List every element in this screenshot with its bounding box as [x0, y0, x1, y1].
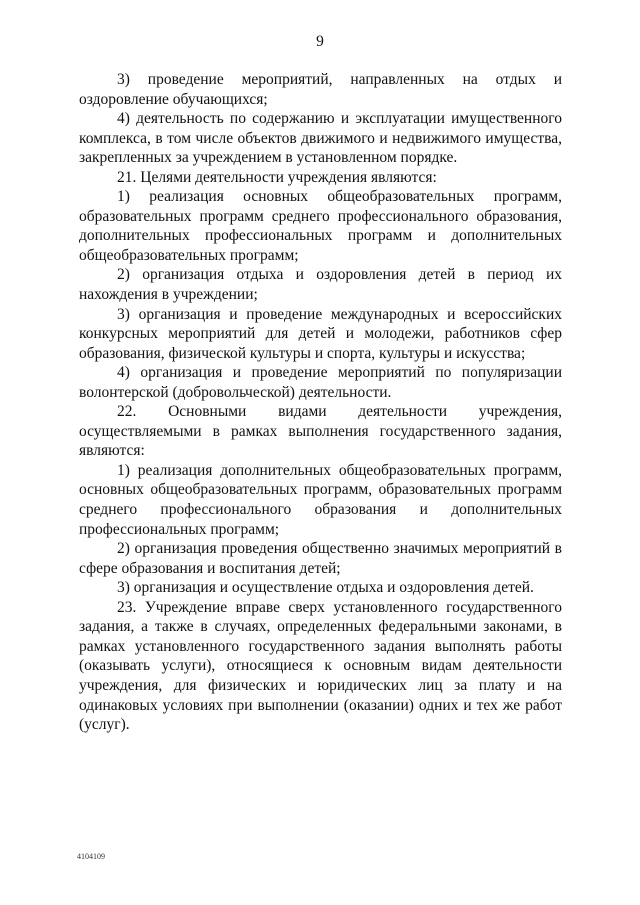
paragraph-21-item-2: 2) организация отдыха и оздоровления детей в период их нахождения в учреждении; [79, 266, 562, 304]
paragraph-21-item-1: 1) реализация основных общеобразовательных программ, образовательных программ среднего профессионального образования, дополнительных профессиональных программ и дополнительных общеобразовательных программ; [79, 188, 562, 264]
paragraph-3-rest-activities: 3) проведение мероприятий, направленных на отдых и оздоровление обучающихся; [79, 71, 562, 108]
page-number: 9 [316, 33, 324, 50]
document-body [79, 70, 562, 735]
paragraph-22-heading: 22. Основными видами деятельности учреждения, осуществляемыми в рамках выполнения государственного задания, являются: [79, 403, 562, 460]
paragraph-21-item-3: 3) организация и проведение международных и всероссийских конкурсных мероприятий для детей и молодежи, работников сфер образования, физической культуры и спорта, культуры и искусства; [79, 305, 562, 362]
paragraph-4-property-maintenance: 4) деятельность по содержанию и эксплуатации имущественного комплекса, в том числе объектов движимого и недвижимого имущества, закрепленных за учреждением в установленном порядке. [79, 110, 562, 167]
paragraph-22-item-3: 3) организация и осуществление отдыха и оздоровления детей. [117, 579, 534, 597]
footer-document-code: 4104109 [77, 852, 105, 861]
paragraph-23: 23. Учреждение вправе сверх установленного государственного задания, а также в случаях, определенных федеральными законами, в рамках установленного государственного задания выполнять работы (оказывать услуги), относящиеся к основным видам деятельности учреждения, для физических и юридических лиц за плату и на одинаковых условиях при выполнении (оказании) одних и тех же работ (услуг). [79, 598, 562, 734]
paragraph-22-item-1: 1) реализация дополнительных общеобразовательных программ, основных общеобразовательных программ, образовательных программ среднего профессионального образования и дополнительных профессиональных программ; [79, 461, 562, 538]
paragraph-21-item-4: 4) организация и проведение мероприятий по популяризации волонтерской (добровольческой) деятельности. [79, 364, 562, 401]
paragraph-21-heading: 21. Целями деятельности учреждения являются: [117, 168, 437, 186]
paragraph-22-item-2: 2) организация проведения общественно значимых мероприятий в сфере образования и воспитания детей; [79, 540, 562, 577]
